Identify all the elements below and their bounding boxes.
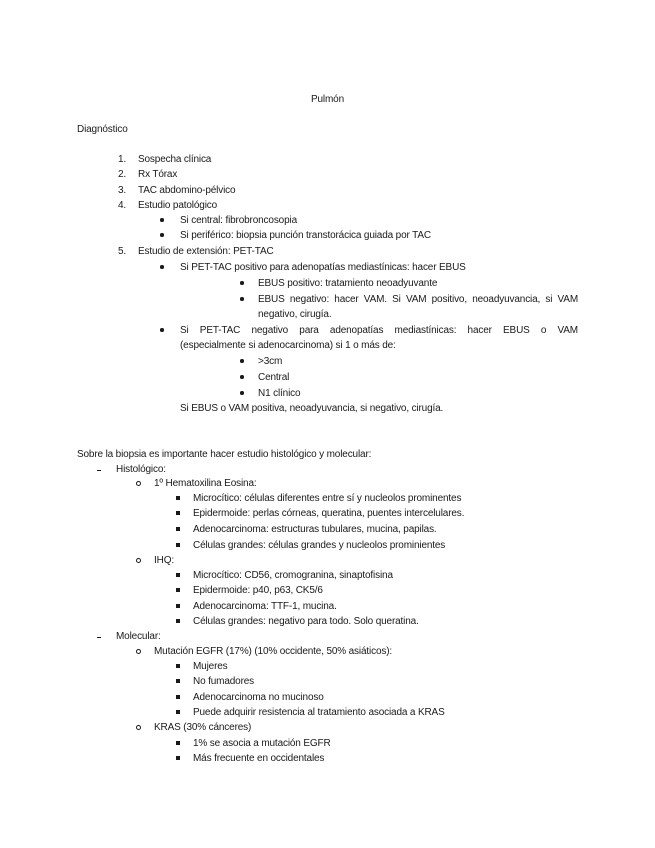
step-text: Estudio patológico (138, 200, 218, 211)
bullet-square-icon (176, 511, 180, 515)
bullet-disc-icon (160, 265, 164, 269)
list-item: Células grandes: negativo para todo. Solo queratina. (193, 616, 419, 627)
dash-bullet-icon (97, 470, 101, 471)
list-item: EBUS negativo: hacer VAM. Si VAM positivo, neoadyuvancia, si VAM (258, 294, 578, 305)
list-item: Epidermoide: p40, p63, CK5/6 (193, 585, 323, 596)
list-item: Si PET-TAC positivo para adenopatías mediastínicas: hacer EBUS (180, 262, 466, 273)
bullet-square-icon (176, 695, 180, 699)
section-heading-diagnostico: Diagnóstico (77, 124, 128, 135)
bullet-circle-icon (136, 558, 141, 563)
list-item: Central (258, 372, 290, 383)
dash-bullet-icon (97, 637, 101, 638)
bullet-disc-icon (160, 328, 164, 332)
list-item: 1% se asocia a mutación EGFR (193, 738, 331, 749)
step-number: 3. (118, 185, 127, 196)
bullet-disc-icon (240, 391, 244, 395)
list-item: KRAS (30% cánceres) (154, 722, 252, 733)
step-text: TAC abdomino-pélvico (138, 185, 236, 196)
list-item: Adenocarcinoma no mucinoso (193, 692, 324, 703)
step-number: 4. (118, 200, 127, 211)
bullet-square-icon (176, 741, 180, 745)
list-item-continuation: negativo, cirugía. (258, 309, 332, 320)
list-item: Células grandes: células grandes y nucleolos prominientes (193, 540, 446, 551)
biopsia-intro: Sobre la biopsia es importante hacer estudio histológico y molecular: (77, 449, 372, 460)
bullet-disc-icon (240, 359, 244, 363)
bullet-square-icon (176, 543, 180, 547)
list-item: Microcítico: CD56, cromogranina, sinaptofisina (193, 570, 393, 581)
list-item: EBUS positivo: tratamiento neoadyuvante (258, 278, 438, 289)
bullet-circle-icon (136, 725, 141, 730)
bullet-circle-icon (136, 649, 141, 654)
list-item: Si PET-TAC negativo para adenopatías mediastínicas: hacer EBUS o VAM (180, 325, 578, 336)
bullet-disc-icon (240, 297, 244, 301)
step-number: 1. (118, 154, 127, 165)
list-item: Adenocarcinoma: estructuras tubulares, mucina, papilas. (193, 524, 437, 535)
bullet-disc-icon (160, 218, 164, 222)
list-item: N1 clínico (258, 388, 301, 399)
bullet-square-icon (176, 619, 180, 623)
bullet-square-icon (176, 527, 180, 531)
conclusion-text: Si EBUS o VAM positiva, neoadyuvancia, si negativo, cirugía. (180, 403, 444, 414)
list-item: Si periférico: biopsia punción transtorácica guiada por TAC (180, 230, 431, 241)
bullet-circle-icon (136, 481, 141, 486)
bullet-square-icon (176, 756, 180, 760)
list-item: IHQ: (154, 555, 174, 566)
list-item-continuation: (especialmente si adenocarcinoma) si 1 o más de: (180, 340, 396, 351)
bullet-disc-icon (240, 375, 244, 379)
list-item: Histológico: (116, 464, 166, 475)
page-title: Pulmón (310, 94, 344, 105)
list-item: Epidermoide: perlas córneas, queratina, puentes intercelulares. (193, 508, 465, 519)
step-text: Sospecha clínica (138, 154, 212, 165)
bullet-square-icon (176, 604, 180, 608)
list-item: Microcítico: células diferentes entre sí y nucleolos prominentes (193, 493, 462, 504)
bullet-square-icon (176, 588, 180, 592)
bullet-square-icon (176, 664, 180, 668)
bullet-disc-icon (160, 233, 164, 237)
list-item: Más frecuente en occidentales (193, 753, 325, 764)
list-item: >3cm (258, 356, 283, 367)
list-item: Molecular: (116, 631, 161, 642)
bullet-square-icon (176, 496, 180, 500)
step-number: 5. (118, 246, 127, 257)
bullet-square-icon (176, 573, 180, 577)
step-text: Rx Tórax (138, 169, 178, 180)
step-text: Estudio de extensión: PET-TAC (138, 246, 274, 257)
list-item: Si central: fibrobroncosopia (180, 215, 297, 226)
list-item: Mujeres (193, 661, 228, 672)
list-item: Mutación EGFR (17%) (10% occidente, 50% asiáticos): (154, 646, 393, 657)
list-item: No fumadores (193, 676, 255, 687)
bullet-disc-icon (240, 281, 244, 285)
bullet-square-icon (176, 710, 180, 714)
list-item: Adenocarcinoma: TTF-1, mucina. (193, 601, 337, 612)
list-item: Puede adquirir resistencia al tratamiento asociada a KRAS (193, 707, 445, 718)
step-number: 2. (118, 169, 127, 180)
bullet-square-icon (176, 679, 180, 683)
list-item: 1º Hematoxilina Eosina: (154, 478, 257, 489)
